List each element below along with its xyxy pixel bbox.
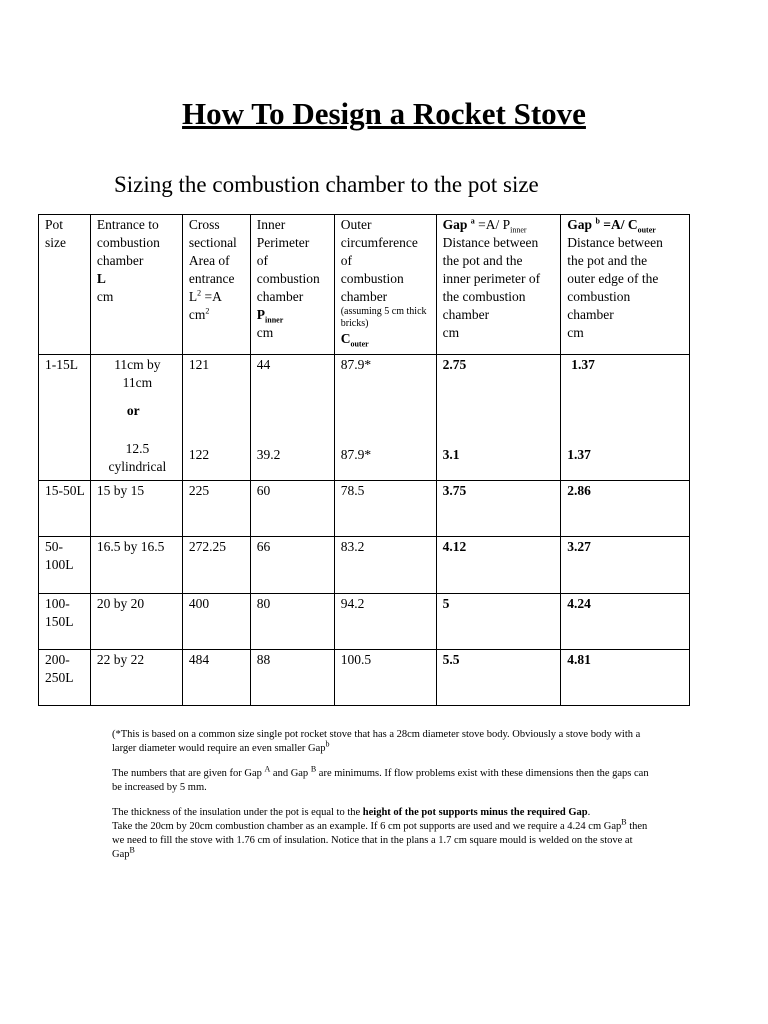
header-pot-size: Pot size: [39, 215, 91, 355]
table-row: [39, 594, 690, 650]
cell-area: 400: [182, 594, 250, 650]
cell-gap-a: 5.5: [436, 650, 561, 706]
sizing-table: [38, 214, 690, 706]
header-inner-perimeter: Inner Perimeter of combustion chamber $P_{inner}$ cm: [250, 215, 334, 355]
cell-outer: 87.9* 87.9*: [334, 355, 436, 481]
cell-outer: 78.5: [334, 481, 436, 537]
cell-outer: 94.2: [334, 594, 436, 650]
header-outer-circumference: Outer circumference of combustion chamber (assuming 5 cm thick bricks) $C_{outer}$: [334, 215, 436, 355]
cell-entrance: 20 by 20: [90, 594, 182, 650]
cell-inner: 66: [250, 537, 334, 594]
cell-inner: 88: [250, 650, 334, 706]
cell-area: 484: [182, 650, 250, 706]
cell-gap-a: 5: [436, 594, 561, 650]
cell-entrance: 22 by 22: [90, 650, 182, 706]
cell-area: 121 122: [182, 355, 250, 481]
cell-gap-b: 4.24: [561, 594, 690, 650]
header-cross-area: Cross sectional Area of entrance $L^2 =A$ $cm^2$: [182, 215, 250, 355]
cell-pot-size: 1-15L: [39, 355, 91, 481]
cell-gap-a: 2.75 3.1: [436, 355, 561, 481]
table-header-row: [39, 215, 690, 355]
cell-pot-size: 50-100L: [39, 537, 91, 594]
page-title: How To Design a Rocket Stove: [182, 96, 586, 131]
cell-gap-a: 3.75: [436, 481, 561, 537]
cell-gap-b: 2.86: [561, 481, 690, 537]
header-gap-b: Gap $^b$ =A/ $C_{outer}$ Distance between the pot and the outer edge of the combustion chamber cm: [561, 215, 690, 355]
header-gap-a: Gap $^a$ =A/ $P_{inner}$ Distance between the pot and the inner perimeter of the combustion chamber cm: [436, 215, 561, 355]
cell-gap-a: 4.12: [436, 537, 561, 594]
footnote-minimums: The numbers that are given for Gap $^A$ and Gap $^B$ are minimums. If flow problems exist with these dimensions then the gaps can be increased by 5 mm.: [112, 764, 649, 793]
cell-pot-size: 15-50L: [39, 481, 91, 537]
footnote-insulation: The thickness of the insulation under the pot is equal to the height of the pot supports minus the required Gap.: [112, 807, 591, 818]
cell-pot-size: 200-250L: [39, 650, 91, 706]
cell-gap-b: 4.81: [561, 650, 690, 706]
table-row: [39, 355, 690, 481]
footnotes: [112, 728, 652, 873]
cell-inner: 80: [250, 594, 334, 650]
cell-entrance: 15 by 15: [90, 481, 182, 537]
cell-area: 225: [182, 481, 250, 537]
cell-entrance: 11cm by 11cm or 12.5 cylindrical: [90, 355, 182, 481]
cell-inner: 60: [250, 481, 334, 537]
page-subtitle: Sizing the combustion chamber to the pot size: [114, 172, 539, 197]
footnote-example: Take the 20cm by 20cm combustion chamber as an example. If 6 cm pot supports are used and we require a 4.24 cm Gap$^B$ then we need to fill the stove with 1.76 cm of insulation. Notice that in the plans a 1.7 cm square mould is welded on the stove at Gap$^B$: [112, 817, 648, 860]
table-row: [39, 650, 690, 706]
footnote-gap-note: (*This is based on a common size single pot rocket stove that has a 28cm diameter stove body. Obviously a stove body with a larger diameter would require an even smaller Gap$^b$: [112, 729, 641, 754]
table-row: [39, 481, 690, 537]
cell-entrance: 16.5 by 16.5: [90, 537, 182, 594]
cell-inner: 44 39.2: [250, 355, 334, 481]
cell-outer: 100.5: [334, 650, 436, 706]
cell-area: 272.25: [182, 537, 250, 594]
header-entrance: Entrance to combustion chamber L cm: [90, 215, 182, 355]
cell-gap-b: 1.37 1.37: [561, 355, 690, 481]
cell-outer: 83.2: [334, 537, 436, 594]
cell-pot-size: 100-150L: [39, 594, 91, 650]
cell-gap-b: 3.27: [561, 537, 690, 594]
table-row: [39, 537, 690, 594]
